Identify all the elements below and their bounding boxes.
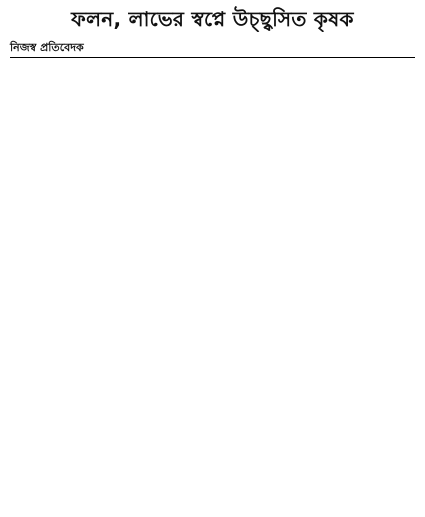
- article-body: [10, 66, 415, 508]
- byline-rule: [10, 36, 415, 58]
- byline: নিজস্ব প্রতিবেদক: [10, 41, 84, 54]
- headline: ফলন, লাভের স্বপ্নে উচ্ছ্বসিত কৃষক: [71, 7, 354, 31]
